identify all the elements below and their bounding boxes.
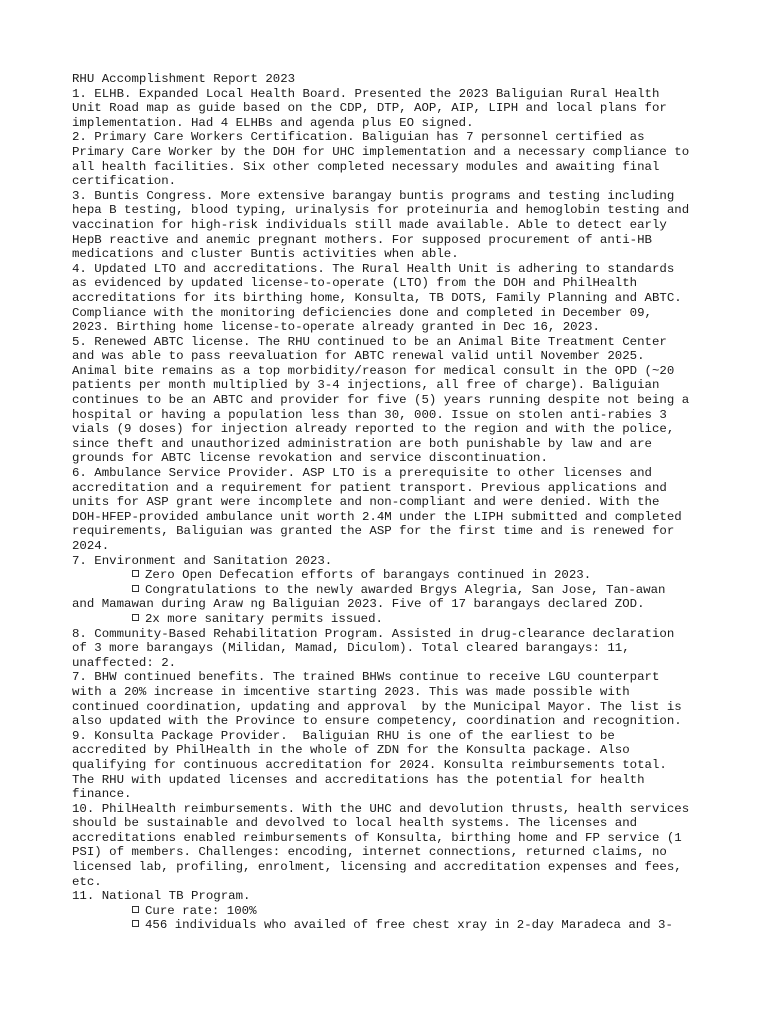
- text-line: should be sustainable and devolved to local health systems. The licenses and: [72, 816, 638, 831]
- text-line: 7. Environment and Sanitation 2023.: [72, 553, 333, 568]
- text-line: PSI) of members. Challenges: encoding, internet connections, returned claims, no: [72, 845, 667, 860]
- text-line: 10. PhilHealth reimbursements. With the UHC and devolution thrusts, health services: [72, 801, 690, 816]
- bullet-item: [72, 583, 712, 598]
- text-line: patients per month multiplied by 3-4 injections, all free of charge). Baliguian: [72, 378, 660, 393]
- text-line: accreditations for its birthing home, Konsulta, TB DOTS, Family Planning and ABTC.: [72, 290, 682, 305]
- text-line: etc.: [72, 874, 102, 889]
- text-line: 7. BHW continued benefits. The trained BHWs continue to receive LGU counterpart: [72, 670, 660, 685]
- text-line: Primary Care Worker by the DOH for UHC implementation and a necessary compliance to: [72, 144, 690, 159]
- text-line: also updated with the Province to ensure competency, coordination and recognition.: [72, 714, 682, 729]
- text-line: accredited by PhilHealth in the whole of ZDN for the Konsulta package. Also: [72, 743, 630, 758]
- text-line: accreditation and a requirement for patient transport. Previous applications and: [72, 480, 667, 495]
- text-line: 2023. Birthing home license-to-operate already granted in Dec 16, 2023.: [72, 320, 600, 335]
- text-line: 2. Primary Care Workers Certification. Baliguian has 7 personnel certified as: [72, 130, 645, 145]
- text-line: 11. National TB Program.: [72, 889, 251, 904]
- text-line: unaffected: 2.: [72, 655, 177, 670]
- square-bullet-icon: [132, 920, 139, 927]
- text-line: continues to be an ABTC and provider for five (5) years running despite not being a: [72, 393, 690, 408]
- bullet-item: [72, 918, 712, 933]
- bullet-text: Zero Open Defecation efforts of barangays continued in 2023.: [145, 568, 592, 583]
- text-line: certification.: [72, 174, 177, 189]
- text-line: of 3 more barangays (Milidan, Mamad, Diculom). Total cleared barangays: 11,: [72, 641, 630, 656]
- text-line: hepa B testing, blood typing, urinalysis for proteinuria and hemoglobin testing and: [72, 203, 690, 218]
- text-line: vaccination for high-risk individuals still made available. Able to detect early: [72, 217, 667, 232]
- square-bullet-icon: [132, 570, 139, 577]
- text-line: Compliance with the monitoring deficiencies done and completed in December 09,: [72, 305, 652, 320]
- text-line: Animal bite remains as a top morbidity/reason for medical consult in the OPD (~20: [72, 363, 675, 378]
- text-line: qualifying for continuous accreditation for 2024. Konsulta reimbursements total.: [72, 757, 667, 772]
- text-line: 3. Buntis Congress. More extensive barangay buntis programs and testing including: [72, 188, 675, 203]
- text-line: 5. Renewed ABTC license. The RHU continued to be an Animal Bite Treatment Center: [72, 334, 667, 349]
- text-line: hospital or having a population less than 30, 000. Issue on stolen anti-rabies 3: [72, 407, 667, 422]
- text-line: DOH-HFEP-provided ambulance unit worth 2.4M under the LIPH submitted and completed: [72, 509, 682, 524]
- text-line: finance.: [72, 787, 132, 802]
- text-line: licensed lab, profiling, enrolment, licensing and accreditation expenses and fees,: [72, 860, 682, 875]
- bullet-item: [72, 612, 712, 627]
- square-bullet-icon: [132, 585, 139, 592]
- text-line: since theft and unauthorized administration are both punishable by law and are: [72, 436, 652, 451]
- text-line: 2024.: [72, 539, 110, 553]
- bullet-text: Cure rate: 100%: [145, 903, 257, 918]
- bullet-text: 456 individuals who availed of free chest xray in 2-day Maradeca and 3-: [145, 918, 673, 933]
- text-line: with a 20% increase in imcentive starting 2023. This was made possible with: [72, 684, 630, 699]
- bullet-item: [72, 904, 712, 919]
- square-bullet-icon: [132, 906, 139, 913]
- bullet-text: 2x more sanitary permits issued.: [145, 611, 383, 626]
- text-line: and was able to pass reevaluation for ABTC renewal valid until November 2025.: [72, 349, 645, 364]
- report-title: RHU Accomplishment Report 2023: [72, 72, 296, 86]
- square-bullet-icon: [132, 614, 139, 621]
- text-line: 6. Ambulance Service Provider. ASP LTO is a prerequisite to other licenses and: [72, 466, 652, 481]
- text-line: requirements, Baliguian was granted the ASP for the first time and is renewed for: [72, 524, 675, 539]
- text-line: all health facilities. Six other completed necessary modules and awaiting final: [72, 159, 660, 174]
- text-line: as evidenced by updated license-to-operate (LTO) from the DOH and PhilHealth: [72, 276, 638, 291]
- text-line: continued coordination, updating and approval by the Municipal Mayor. The list is: [72, 699, 682, 714]
- text-line: The RHU with updated licenses and accreditations has the potential for health: [72, 772, 645, 787]
- text-line: accreditations enabled reimbursements of Konsulta, birthing home and FP service (1: [72, 830, 682, 845]
- text-line: Unit Road map as guide based on the CDP, DTP, AOP, AIP, LIPH and local plans for: [72, 101, 667, 116]
- text-line: grounds for ABTC license revokation and service discontinuation.: [72, 451, 548, 466]
- text-line: vials (9 doses) for injection already reported to the region and with the police,: [72, 422, 675, 437]
- text-line: 4. Updated LTO and accreditations. The Rural Health Unit is adhering to standards: [72, 261, 675, 276]
- bullet-text: Congratulations to the newly awarded Brgys Alegria, San Jose, Tan-awan: [145, 582, 666, 597]
- document-page: [72, 72, 712, 933]
- text-line: implementation. Had 4 ELHBs and agenda plus EO signed.: [72, 115, 474, 130]
- text-line: and Mamawan during Araw ng Baliguian 2023. Five of 17 barangays declared ZOD.: [72, 597, 645, 612]
- text-line: 9. Konsulta Package Provider. Baliguian RHU is one of the earliest to be: [72, 728, 615, 743]
- text-line: 1. ELHB. Expanded Local Health Board. Presented the 2023 Baliguian Rural Health: [72, 86, 660, 101]
- text-line: medications and cluster Buntis activities when able.: [72, 247, 459, 262]
- text-line: units for ASP grant were incomplete and non-compliant and were denied. With the: [72, 495, 660, 510]
- bullet-item: [72, 568, 712, 583]
- text-line: 8. Community-Based Rehabilitation Program. Assisted in drug-clearance declaration: [72, 626, 675, 641]
- text-line: HepB reactive and anemic pregnant mothers. For supposed procurement of anti-HB: [72, 232, 652, 247]
